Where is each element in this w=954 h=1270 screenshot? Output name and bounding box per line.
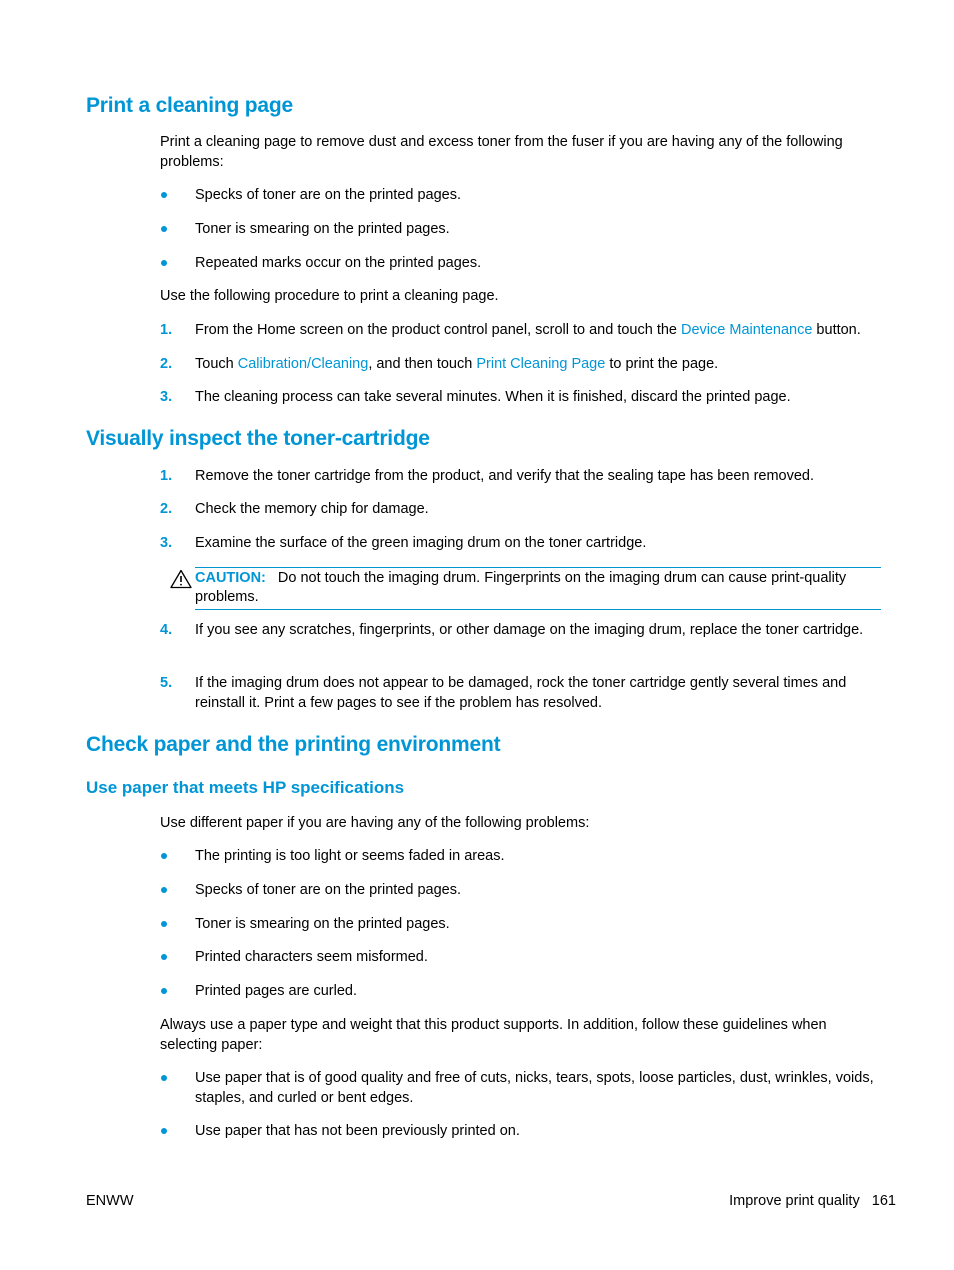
list-item: Toner is smearing on the printed pages.: [160, 219, 880, 239]
step-number: 5.: [160, 675, 173, 691]
caution-text: Do not touch the imaging drum. Fingerprints on the imaging drum can cause print-quality problems.: [195, 570, 847, 605]
bullet-icon: [161, 954, 167, 960]
procedure-intro: Use the following procedure to print a cleaning page.: [160, 288, 499, 304]
step-number: 1.: [160, 322, 173, 338]
step-item: 3. Examine the surface of the green imaging drum on the toner cartridge.: [160, 535, 647, 551]
calibration-cleaning-link[interactable]: Calibration/Cleaning: [237, 356, 369, 372]
section-heading-print-cleaning-page: Print a cleaning page: [86, 94, 294, 117]
bullet-icon: [161, 1128, 167, 1134]
bullet-icon: [161, 887, 167, 893]
bullet-icon: [161, 226, 167, 232]
step-number: 1.: [160, 468, 173, 484]
list-item: Printed pages are curled.: [160, 981, 880, 1001]
page-number: 161: [871, 1193, 896, 1209]
footer-left: ENWW: [86, 1193, 134, 1209]
step-number: 2.: [160, 356, 173, 372]
footer-right: [729, 1193, 896, 1209]
section-heading-inspect-toner: Visually inspect the toner-cartridge: [86, 427, 430, 450]
guidelines-intro: Always use a paper type and weight that this product supports. In addition, follow these guidelines when selecting paper:: [160, 1017, 827, 1053]
section3-intro: Use different paper if you are having any of the following problems:: [160, 815, 590, 831]
step-item: 1. From the Home screen on the product control panel, scroll to and touch the Device Maintenance button.: [160, 322, 861, 338]
list-item: Specks of toner are on the printed pages.: [160, 185, 880, 205]
step-item: 2. Touch Calibration/Cleaning, and then touch Print Cleaning Page to print the page.: [160, 356, 719, 372]
list-item: The printing is too light or seems faded in areas.: [160, 846, 880, 866]
list-item: Printed characters seem misformed.: [160, 947, 880, 967]
caution-note: [195, 567, 881, 610]
warning-triangle-icon: [170, 569, 192, 589]
list-item: Use paper that is of good quality and free of cuts, nicks, tears, spots, loose particles, dust, wrinkles, voids, staples, and curled or bent edges.: [160, 1068, 880, 1108]
step-number: 4.: [160, 622, 173, 638]
list-item: Repeated marks occur on the printed pages.: [160, 253, 880, 273]
bullet-icon: [161, 988, 167, 994]
bullet-icon: [161, 921, 167, 927]
section-heading-check-paper: Check paper and the printing environment: [86, 733, 501, 756]
list-item: Toner is smearing on the printed pages.: [160, 914, 880, 934]
step-number: 2.: [160, 501, 173, 517]
list-item: Use paper that has not been previously printed on.: [160, 1121, 880, 1141]
step-item: 2. Check the memory chip for damage.: [160, 501, 429, 517]
device-maintenance-link[interactable]: Device Maintenance: [681, 322, 813, 338]
bullet-icon: [161, 853, 167, 859]
bullet-icon: [161, 1075, 167, 1081]
caution-label: CAUTION:: [195, 570, 266, 586]
section1-intro: Print a cleaning page to remove dust and excess toner from the fuser if you are having any of the following problems:: [160, 134, 843, 170]
bullet-icon: [161, 192, 167, 198]
step-item: 5. If the imaging drum does not appear to be damaged, rock the toner cartridge gently several times and reinstall it. Print a few pages to see if the problem has resolved.: [160, 675, 847, 711]
step-number: 3.: [160, 535, 173, 551]
step-item: 4. If you see any scratches, fingerprints, or other damage on the imaging drum, replace the toner cartridge.: [160, 622, 864, 638]
step-item: 3. The cleaning process can take several minutes. When it is finished, discard the printed page.: [160, 389, 791, 405]
list-item: Specks of toner are on the printed pages.: [160, 880, 880, 900]
step-number: 3.: [160, 389, 173, 405]
print-cleaning-page-link[interactable]: Print Cleaning Page: [476, 356, 606, 372]
step-item: 1. Remove the toner cartridge from the product, and verify that the sealing tape has been removed.: [160, 468, 815, 484]
subheading-paper-specs: Use paper that meets HP specifications: [86, 778, 405, 797]
footer-section-title: Improve print quality: [729, 1193, 860, 1209]
bullet-icon: [161, 260, 167, 266]
